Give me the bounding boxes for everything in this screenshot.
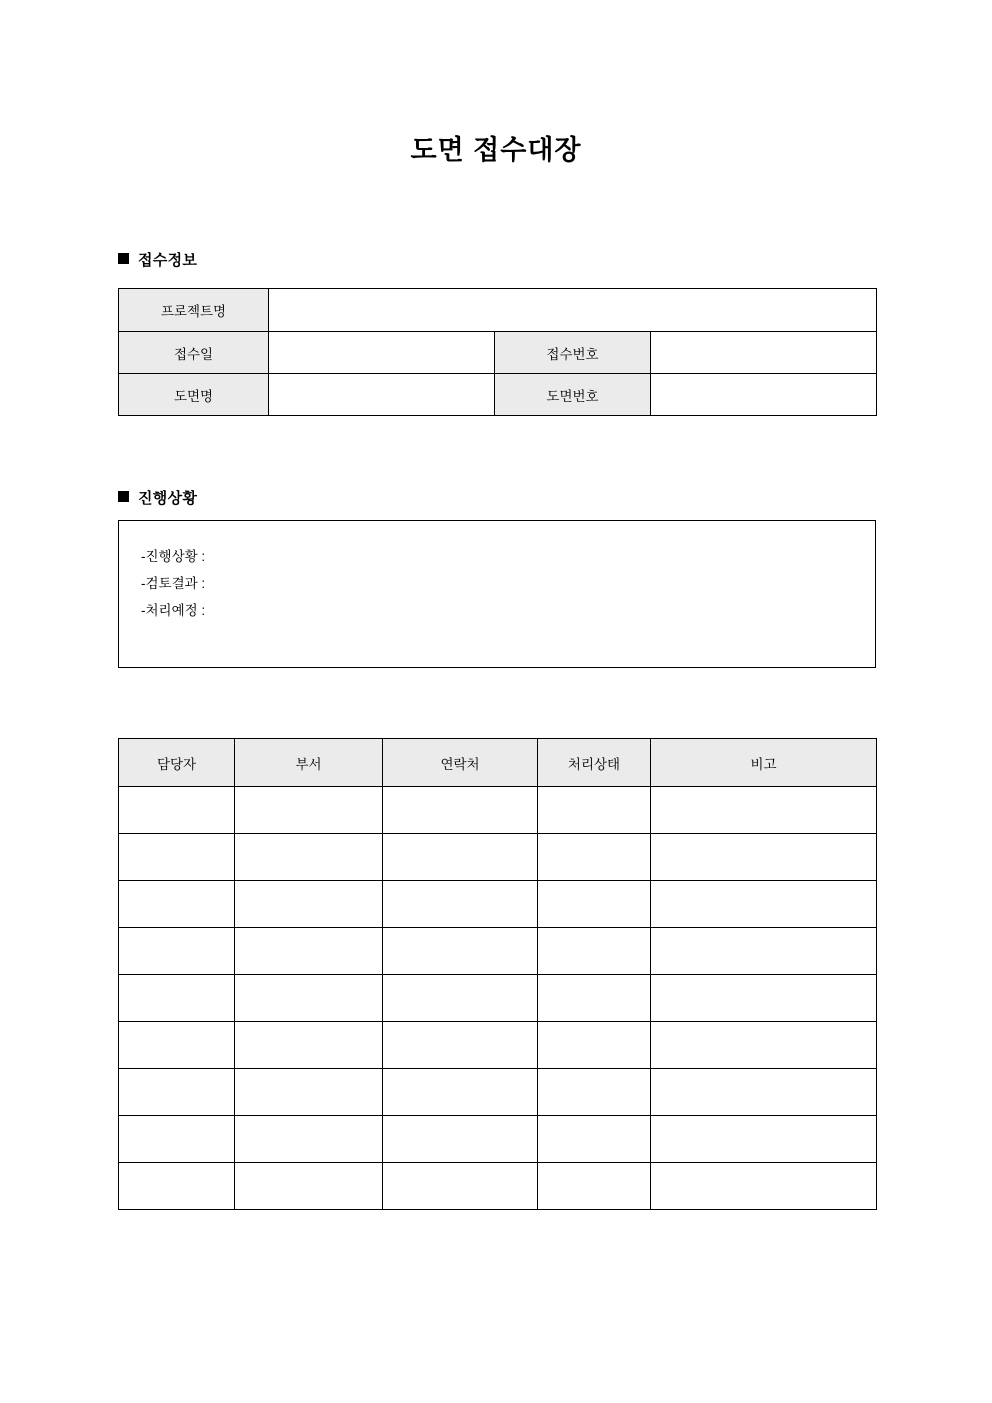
cell-assignee[interactable] (119, 928, 235, 975)
cell-contact[interactable] (383, 834, 538, 881)
receipt-info-table (118, 288, 877, 416)
table-row (119, 374, 877, 416)
cell-department[interactable] (235, 881, 383, 928)
cell-department[interactable] (235, 1116, 383, 1163)
column-header-department: 부서 (235, 739, 383, 787)
cell-label-receipt-date: 접수일 (119, 332, 269, 374)
cell-assignee[interactable] (119, 975, 235, 1022)
cell-remarks[interactable] (651, 834, 877, 881)
square-bullet-icon (118, 253, 129, 264)
section-heading-progress (118, 487, 197, 508)
cell-department[interactable] (235, 787, 383, 834)
cell-process-status[interactable] (538, 1116, 651, 1163)
cell-value-drawing-number[interactable] (651, 374, 877, 416)
cell-remarks[interactable] (651, 787, 877, 834)
cell-contact[interactable] (383, 1069, 538, 1116)
cell-value-receipt-number[interactable] (651, 332, 877, 374)
cell-assignee[interactable] (119, 1022, 235, 1069)
cell-process-status[interactable] (538, 881, 651, 928)
cell-process-status[interactable] (538, 834, 651, 881)
progress-notes-lines (119, 521, 875, 624)
table-row (119, 975, 877, 1022)
cell-remarks[interactable] (651, 1163, 877, 1210)
cell-process-status[interactable] (538, 928, 651, 975)
cell-remarks[interactable] (651, 1116, 877, 1163)
cell-remarks[interactable] (651, 975, 877, 1022)
column-header-assignee: 담당자 (119, 739, 235, 787)
cell-value-drawing-name[interactable] (269, 374, 495, 416)
cell-value-project-name[interactable] (269, 289, 877, 332)
cell-contact[interactable] (383, 881, 538, 928)
table-row (119, 289, 877, 332)
cell-assignee[interactable] (119, 881, 235, 928)
cell-contact[interactable] (383, 1116, 538, 1163)
cell-remarks[interactable] (651, 881, 877, 928)
cell-process-status[interactable] (538, 787, 651, 834)
cell-department[interactable] (235, 928, 383, 975)
cell-contact[interactable] (383, 975, 538, 1022)
cell-process-status[interactable] (538, 975, 651, 1022)
cell-assignee[interactable] (119, 787, 235, 834)
cell-assignee[interactable] (119, 1116, 235, 1163)
table-row (119, 881, 877, 928)
cell-label-drawing-name: 도면명 (119, 374, 269, 416)
cell-label-project-name: 프로젝트명 (119, 289, 269, 332)
column-header-remarks: 비고 (651, 739, 877, 787)
cell-department[interactable] (235, 834, 383, 881)
table-row (119, 1069, 877, 1116)
cell-process-status[interactable] (538, 1022, 651, 1069)
section-heading-receipt-info (118, 249, 197, 270)
cell-process-status[interactable] (538, 1069, 651, 1116)
cell-assignee[interactable] (119, 1163, 235, 1210)
table-row (119, 332, 877, 374)
cell-label-receipt-number: 접수번호 (495, 332, 651, 374)
cell-contact[interactable] (383, 1022, 538, 1069)
cell-assignee[interactable] (119, 834, 235, 881)
section-heading-progress-label: 진행상황 (138, 490, 198, 507)
section-heading-receipt-info-label: 접수정보 (138, 252, 198, 269)
progress-line-status: -진행상황 : (141, 549, 206, 564)
cell-department[interactable] (235, 1163, 383, 1210)
cell-contact[interactable] (383, 928, 538, 975)
page-title: 도면 접수대장 (410, 135, 582, 165)
cell-remarks[interactable] (651, 1069, 877, 1116)
cell-value-receipt-date[interactable] (269, 332, 495, 374)
progress-line-review-result: -검토결과 : (141, 576, 206, 591)
cell-label-drawing-number: 도면번호 (495, 374, 651, 416)
column-header-contact: 연락처 (383, 739, 538, 787)
cell-contact[interactable] (383, 1163, 538, 1210)
progress-line-planned-action: -처리예정 : (141, 603, 206, 618)
table-row (119, 787, 877, 834)
cell-remarks[interactable] (651, 928, 877, 975)
cell-remarks[interactable] (651, 1022, 877, 1069)
cell-process-status[interactable] (538, 1163, 651, 1210)
table-header-row (119, 739, 877, 787)
column-header-process-status: 처리상태 (538, 739, 651, 787)
square-bullet-icon (118, 491, 129, 502)
table-row (119, 834, 877, 881)
cell-department[interactable] (235, 975, 383, 1022)
table-row (119, 1116, 877, 1163)
cell-department[interactable] (235, 1069, 383, 1116)
cell-contact[interactable] (383, 787, 538, 834)
table-row (119, 1163, 877, 1210)
assignee-table (118, 738, 877, 1210)
progress-notes-box[interactable] (118, 520, 876, 668)
cell-department[interactable] (235, 1022, 383, 1069)
assignee-table-body (119, 787, 877, 1210)
table-row (119, 1022, 877, 1069)
table-row (119, 928, 877, 975)
cell-assignee[interactable] (119, 1069, 235, 1116)
